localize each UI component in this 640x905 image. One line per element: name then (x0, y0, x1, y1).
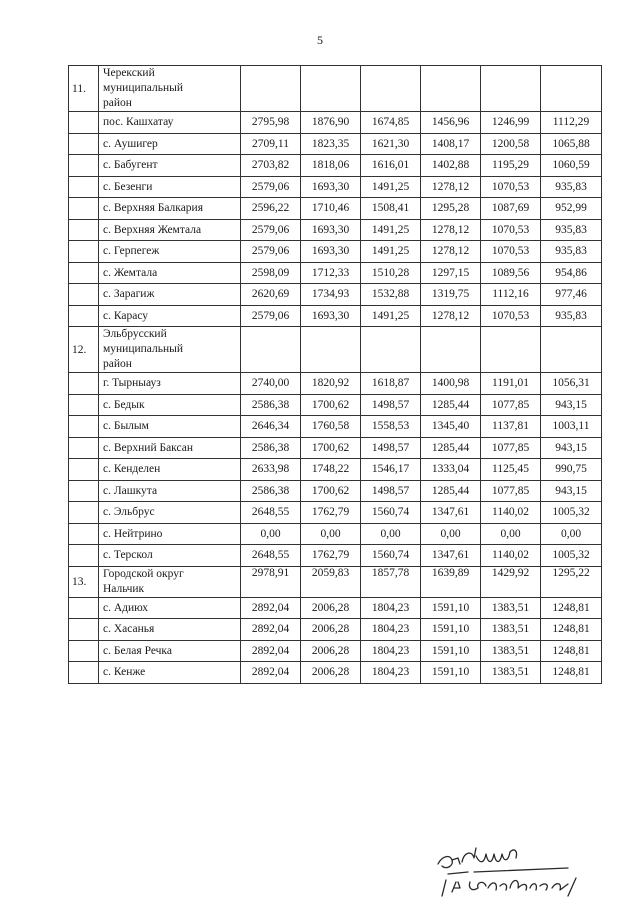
table-row (69, 502, 602, 524)
district-name-line: муниципальный (103, 343, 184, 355)
value-cell: 1070,53 (481, 241, 541, 263)
value-cell: 1383,51 (481, 619, 541, 641)
empty-index-cell (69, 662, 99, 684)
value-cell: 0,00 (481, 523, 541, 545)
value-cell: 1546,17 (361, 459, 421, 481)
value-cell: 1005,32 (541, 545, 602, 567)
table-row (69, 416, 602, 438)
value-cell: 2892,04 (241, 640, 301, 662)
value-cell: 1558,53 (361, 416, 421, 438)
value-cell: 2648,55 (241, 502, 301, 524)
table-row (69, 619, 602, 641)
table-row (69, 241, 602, 263)
value-cell: 1070,53 (481, 305, 541, 327)
value-cell: 2892,04 (241, 597, 301, 619)
table-row (69, 597, 602, 619)
value-cell: 1804,23 (361, 619, 421, 641)
value-cell: 1347,61 (421, 545, 481, 567)
page-number: 5 (317, 33, 323, 47)
empty-index-cell (69, 545, 99, 567)
empty-index-cell (69, 437, 99, 459)
value-cell: 2579,06 (241, 241, 301, 263)
value-cell: 1191,01 (481, 373, 541, 395)
value-cell: 1056,31 (541, 373, 602, 395)
value-cell: 1278,12 (421, 219, 481, 241)
empty-index-cell (69, 198, 99, 220)
value-cell: 2006,28 (301, 619, 361, 641)
settlement-name: с. Герпегеж (99, 241, 241, 263)
value-cell: 1804,23 (361, 597, 421, 619)
district-value-cell (301, 327, 361, 373)
value-cell: 1693,30 (301, 219, 361, 241)
value-cell: 1498,57 (361, 480, 421, 502)
empty-index-cell (69, 262, 99, 284)
value-cell: 1089,56 (481, 262, 541, 284)
value-cell: 1700,62 (301, 437, 361, 459)
settlement-name: с. Терскол (99, 545, 241, 567)
settlement-name: с. Верхний Баксан (99, 437, 241, 459)
district-index: 11. (69, 66, 99, 112)
settlement-name: с. Бедык (99, 394, 241, 416)
value-cell: 2703,82 (241, 155, 301, 177)
settlement-name: г. Тырныауз (99, 373, 241, 395)
district-value-cell (241, 327, 301, 373)
value-cell: 1748,22 (301, 459, 361, 481)
value-cell: 2740,00 (241, 373, 301, 395)
value-cell: 1760,58 (301, 416, 361, 438)
value-cell: 1248,81 (541, 619, 602, 641)
value-cell: 1285,44 (421, 437, 481, 459)
signature (428, 838, 598, 898)
value-cell: 2620,69 (241, 284, 301, 306)
table-row (69, 662, 602, 684)
table-row (69, 262, 602, 284)
table-row (69, 523, 602, 545)
table-row (69, 198, 602, 220)
settlement-name: с. Былым (99, 416, 241, 438)
settlement-name: с. Жемтала (99, 262, 241, 284)
value-cell: 1491,25 (361, 241, 421, 263)
district-name (99, 66, 241, 112)
value-cell: 1295,28 (421, 198, 481, 220)
value-cell: 2586,38 (241, 394, 301, 416)
empty-index-cell (69, 133, 99, 155)
district-name-line: Городской округ (103, 567, 184, 580)
value-cell: 2795,98 (241, 112, 301, 134)
table-row (69, 305, 602, 327)
value-cell: 0,00 (421, 523, 481, 545)
value-cell: 1823,35 (301, 133, 361, 155)
value-cell: 1591,10 (421, 662, 481, 684)
value-cell: 0,00 (361, 523, 421, 545)
district-value-cell: 1857,78 (361, 566, 421, 597)
value-cell: 935,83 (541, 219, 602, 241)
value-cell: 1195,29 (481, 155, 541, 177)
value-cell: 0,00 (541, 523, 602, 545)
empty-index-cell (69, 373, 99, 395)
value-cell: 1347,61 (421, 502, 481, 524)
settlement-name: с. Карасу (99, 305, 241, 327)
value-cell: 1125,45 (481, 459, 541, 481)
value-cell: 1591,10 (421, 640, 481, 662)
settlement-name: с. Лашкута (99, 480, 241, 502)
value-cell: 1712,33 (301, 262, 361, 284)
value-cell: 935,83 (541, 176, 602, 198)
district-value-cell (541, 327, 602, 373)
table-row (69, 176, 602, 198)
value-cell: 2586,38 (241, 437, 301, 459)
value-cell: 2579,06 (241, 305, 301, 327)
district-value-cell (421, 327, 481, 373)
district-name-line: район (103, 358, 132, 370)
value-cell: 943,15 (541, 394, 602, 416)
empty-index-cell (69, 394, 99, 416)
value-cell: 2892,04 (241, 662, 301, 684)
district-value-cell: 2059,83 (301, 566, 361, 597)
district-value-cell (361, 66, 421, 112)
district-name-line: Черекский (103, 67, 155, 79)
settlement-name: с. Кенделен (99, 459, 241, 481)
value-cell: 1077,85 (481, 437, 541, 459)
value-cell: 1591,10 (421, 619, 481, 641)
empty-index-cell (69, 112, 99, 134)
value-cell: 1383,51 (481, 640, 541, 662)
table-row (69, 545, 602, 567)
settlement-name: с. Белая Речка (99, 640, 241, 662)
value-cell: 1710,46 (301, 198, 361, 220)
empty-index-cell (69, 619, 99, 641)
district-name (99, 566, 241, 597)
value-cell: 1693,30 (301, 241, 361, 263)
table-row (69, 459, 602, 481)
district-row (69, 327, 602, 373)
value-cell: 1070,53 (481, 219, 541, 241)
district-value-cell: 1295,22 (541, 566, 602, 597)
value-cell: 1246,99 (481, 112, 541, 134)
district-row (69, 566, 602, 597)
district-index: 13. (69, 566, 99, 597)
value-cell: 2892,04 (241, 619, 301, 641)
value-cell: 1278,12 (421, 305, 481, 327)
value-cell: 1618,87 (361, 373, 421, 395)
value-cell: 1820,92 (301, 373, 361, 395)
value-cell: 1005,32 (541, 502, 602, 524)
value-cell: 935,83 (541, 305, 602, 327)
table-row (69, 437, 602, 459)
value-cell: 1065,88 (541, 133, 602, 155)
empty-index-cell (69, 640, 99, 662)
value-cell: 935,83 (541, 241, 602, 263)
value-cell: 1734,93 (301, 284, 361, 306)
empty-index-cell (69, 241, 99, 263)
empty-index-cell (69, 284, 99, 306)
value-cell: 1077,85 (481, 394, 541, 416)
value-cell: 1200,58 (481, 133, 541, 155)
district-value-cell (481, 327, 541, 373)
value-cell: 1700,62 (301, 480, 361, 502)
empty-index-cell (69, 597, 99, 619)
district-row (69, 66, 602, 112)
value-cell: 1804,23 (361, 662, 421, 684)
value-cell: 952,99 (541, 198, 602, 220)
value-cell: 1491,25 (361, 176, 421, 198)
value-cell: 1003,11 (541, 416, 602, 438)
signature-image (428, 838, 598, 898)
value-cell: 2648,55 (241, 545, 301, 567)
value-cell: 1319,75 (421, 284, 481, 306)
value-cell: 1804,23 (361, 640, 421, 662)
district-value-cell: 2978,91 (241, 566, 301, 597)
value-cell: 1456,96 (421, 112, 481, 134)
district-value-cell: 1429,92 (481, 566, 541, 597)
value-cell: 1297,15 (421, 262, 481, 284)
value-cell: 977,46 (541, 284, 602, 306)
value-cell: 2586,38 (241, 480, 301, 502)
value-cell: 1383,51 (481, 597, 541, 619)
value-cell: 2598,09 (241, 262, 301, 284)
empty-index-cell (69, 416, 99, 438)
value-cell: 0,00 (301, 523, 361, 545)
value-cell: 2579,06 (241, 219, 301, 241)
value-cell: 1060,59 (541, 155, 602, 177)
district-value-cell (241, 66, 301, 112)
value-cell: 1510,28 (361, 262, 421, 284)
settlement-name: с. Эльбрус (99, 502, 241, 524)
district-index: 12. (69, 327, 99, 373)
value-cell: 1560,74 (361, 545, 421, 567)
empty-index-cell (69, 219, 99, 241)
value-cell: 1491,25 (361, 305, 421, 327)
district-name-line: район (103, 97, 132, 109)
empty-index-cell (69, 155, 99, 177)
value-cell: 1591,10 (421, 597, 481, 619)
table-row (69, 219, 602, 241)
value-cell: 1674,85 (361, 112, 421, 134)
value-cell: 1278,12 (421, 176, 481, 198)
value-cell: 2633,98 (241, 459, 301, 481)
value-cell: 1700,62 (301, 394, 361, 416)
value-cell: 1693,30 (301, 176, 361, 198)
value-cell: 2006,28 (301, 597, 361, 619)
value-cell: 1876,90 (301, 112, 361, 134)
value-cell: 990,75 (541, 459, 602, 481)
value-cell: 1762,79 (301, 502, 361, 524)
district-value-cell: 1639,89 (421, 566, 481, 597)
value-cell: 2646,34 (241, 416, 301, 438)
settlement-name: с. Безенги (99, 176, 241, 198)
value-cell: 2596,22 (241, 198, 301, 220)
settlement-name: с. Адиюх (99, 597, 241, 619)
district-value-cell (301, 66, 361, 112)
value-cell: 1345,40 (421, 416, 481, 438)
settlement-name: с. Хасанья (99, 619, 241, 641)
settlement-name: с. Кенже (99, 662, 241, 684)
value-cell: 1616,01 (361, 155, 421, 177)
value-cell: 1248,81 (541, 662, 602, 684)
settlement-name: с. Бабугент (99, 155, 241, 177)
district-value-cell (541, 66, 602, 112)
table-row (69, 480, 602, 502)
table-body (69, 66, 602, 684)
settlement-name: пос. Кашхатау (99, 112, 241, 134)
empty-index-cell (69, 480, 99, 502)
value-cell: 1383,51 (481, 662, 541, 684)
value-cell: 1285,44 (421, 394, 481, 416)
value-cell: 1508,41 (361, 198, 421, 220)
empty-index-cell (69, 523, 99, 545)
table-row (69, 373, 602, 395)
value-cell: 2006,28 (301, 662, 361, 684)
value-cell: 1248,81 (541, 640, 602, 662)
empty-index-cell (69, 176, 99, 198)
settlement-name: с. Верхняя Жемтала (99, 219, 241, 241)
district-value-cell (421, 66, 481, 112)
value-cell: 1278,12 (421, 241, 481, 263)
district-name (99, 327, 241, 373)
value-cell: 1077,85 (481, 480, 541, 502)
value-cell: 1137,81 (481, 416, 541, 438)
value-cell: 1112,16 (481, 284, 541, 306)
value-cell: 1693,30 (301, 305, 361, 327)
table-row (69, 133, 602, 155)
value-cell: 2709,11 (241, 133, 301, 155)
value-cell: 2006,28 (301, 640, 361, 662)
value-cell: 1621,30 (361, 133, 421, 155)
value-cell: 1818,06 (301, 155, 361, 177)
value-cell: 1087,69 (481, 198, 541, 220)
value-cell: 1498,57 (361, 437, 421, 459)
value-cell: 943,15 (541, 480, 602, 502)
table-row (69, 640, 602, 662)
value-cell: 1532,88 (361, 284, 421, 306)
value-cell: 1112,29 (541, 112, 602, 134)
value-cell: 1248,81 (541, 597, 602, 619)
district-value-cell (481, 66, 541, 112)
table-row (69, 394, 602, 416)
table-row (69, 155, 602, 177)
value-cell: 1491,25 (361, 219, 421, 241)
district-name-line: Эльбрусский (103, 328, 167, 340)
value-cell: 943,15 (541, 437, 602, 459)
district-name-line: Нальчик (103, 582, 145, 595)
value-cell: 2579,06 (241, 176, 301, 198)
value-cell: 1400,98 (421, 373, 481, 395)
tariff-table (68, 65, 602, 684)
value-cell: 954,86 (541, 262, 602, 284)
value-cell: 1140,02 (481, 502, 541, 524)
value-cell: 1498,57 (361, 394, 421, 416)
value-cell: 1762,79 (301, 545, 361, 567)
settlement-name: с. Зарагиж (99, 284, 241, 306)
value-cell: 1402,88 (421, 155, 481, 177)
empty-index-cell (69, 305, 99, 327)
value-cell: 1333,04 (421, 459, 481, 481)
settlement-name: с. Аушигер (99, 133, 241, 155)
settlement-name: с. Нейтрино (99, 523, 241, 545)
value-cell: 1560,74 (361, 502, 421, 524)
district-value-cell (361, 327, 421, 373)
district-name-line: муниципальный (103, 82, 184, 94)
empty-index-cell (69, 502, 99, 524)
empty-index-cell (69, 459, 99, 481)
value-cell: 1408,17 (421, 133, 481, 155)
value-cell: 1140,02 (481, 545, 541, 567)
value-cell: 0,00 (241, 523, 301, 545)
table-row (69, 112, 602, 134)
value-cell: 1285,44 (421, 480, 481, 502)
table-row (69, 284, 602, 306)
settlement-name: с. Верхняя Балкария (99, 198, 241, 220)
value-cell: 1070,53 (481, 176, 541, 198)
